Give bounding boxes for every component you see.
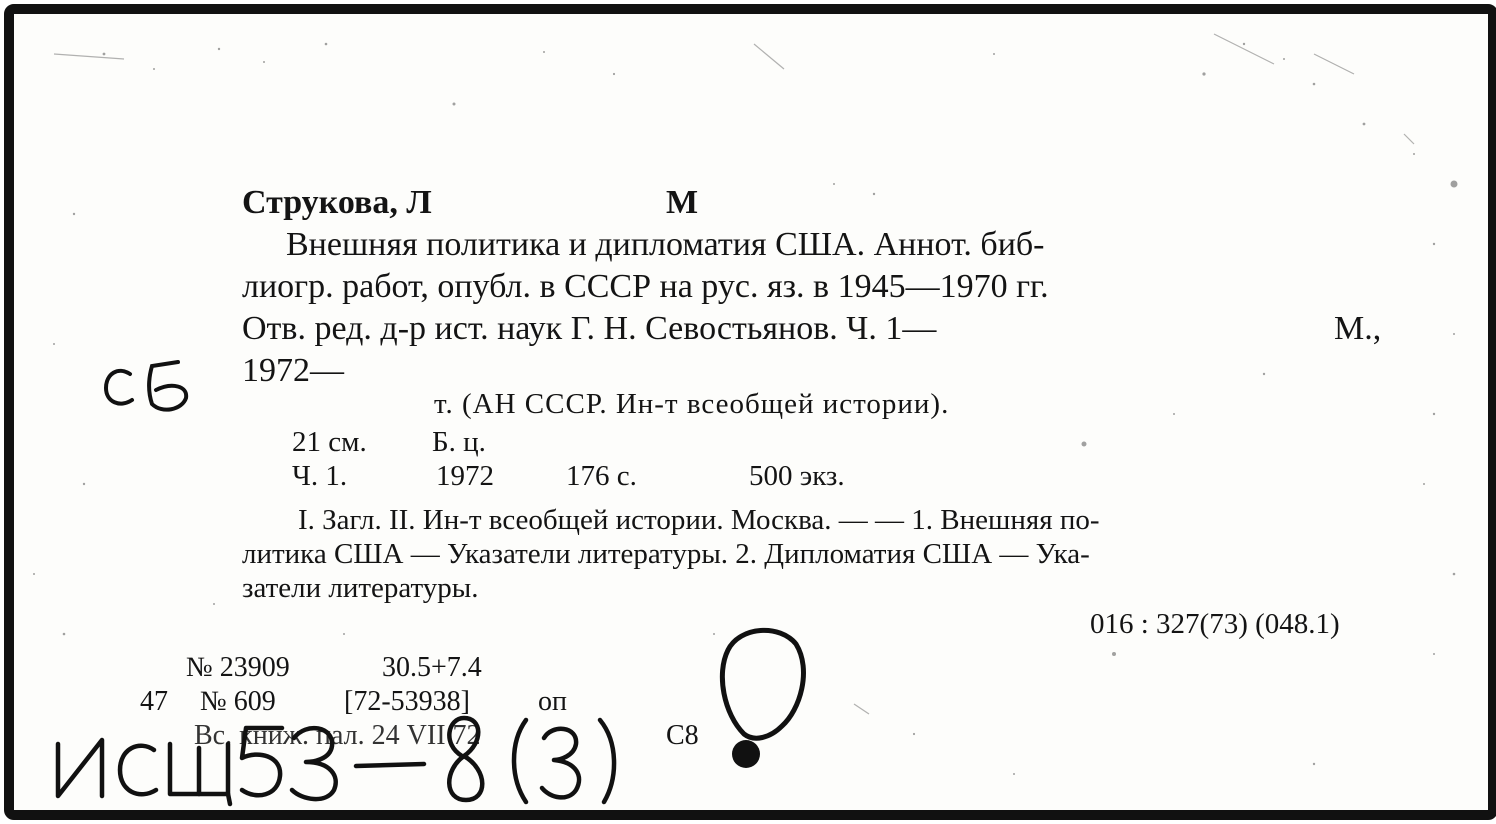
line-47-order: № 609	[200, 686, 276, 717]
card-number: № 23909	[186, 652, 290, 683]
card-index: 30.5+7.4	[382, 652, 482, 683]
tracings-line-3: затели литературы.	[242, 572, 479, 604]
volume-year: 1972	[436, 460, 494, 492]
title-line-2: лиогр. работ, опубл. в СССР на рус. яз. в 1945—1970 гг.	[242, 268, 1049, 305]
title-line-3: Отв. ред. д-р ист. наук Г. Н. Севостьянов. Ч. 1—	[242, 310, 937, 347]
line-47-number: 47	[140, 686, 168, 717]
title-line-1: Внешняя политика и дипломатия США. Аннот. биб-	[286, 226, 1045, 263]
code-c8: С8	[666, 720, 699, 751]
size-line: 21 см.	[292, 426, 367, 458]
tracings-line-1: I. Загл. II. Ин-т всеобщей истории. Москва. — — 1. Внешняя по-	[298, 504, 1100, 536]
catalog-card	[4, 4, 1496, 820]
tracings-line-2: литика США — Указатели литературы. 2. Дипломатия США — Ука-	[242, 538, 1090, 570]
volume-pages: 176 с.	[566, 460, 637, 492]
book-chamber-line: Вс. книж. пал. 24 VII 72	[194, 720, 481, 751]
handwritten-margin-mark	[100, 352, 200, 422]
volume-part: Ч. 1.	[292, 460, 348, 492]
publication-place: М.,	[1334, 310, 1382, 347]
udc-classification: 016 : 327(73) (048.1)	[1090, 608, 1340, 640]
volume-copies: 500 экз.	[749, 460, 845, 492]
author-surname: Струкова, Л	[242, 184, 432, 221]
price-line: Б. ц.	[432, 426, 486, 458]
handwritten-shelf-mark	[44, 704, 644, 808]
handwritten-loop-mark	[704, 614, 824, 784]
series-statement: т. (АН СССР. Ин-т всеобщей истории).	[434, 388, 950, 420]
line-47-op: оп	[538, 686, 567, 717]
title-line-4: 1972—	[242, 352, 344, 389]
author-initial: М	[666, 184, 699, 221]
line-47-ref: [72-53938]	[344, 686, 470, 717]
